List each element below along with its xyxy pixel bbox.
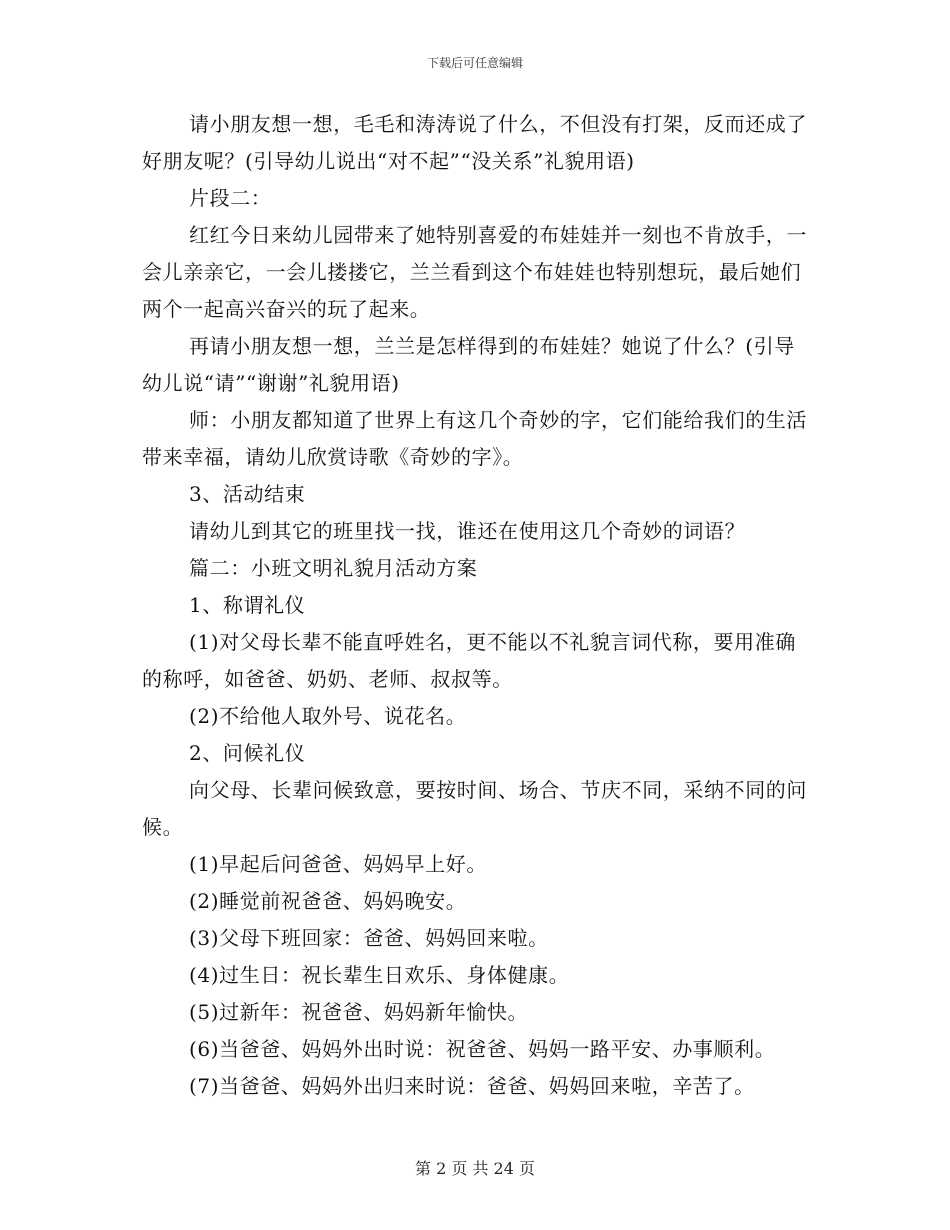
list-item: (7)当爸爸、妈妈外出归来时说：爸爸、妈妈回来啦，辛苦了。 (189, 1074, 755, 1098)
paragraph: 师：小朋友都知道了世界上有这几个奇妙的字，它们能给我们的生活带来幸福，请幼儿欣赏诗歌《奇妙的字》。 (142, 408, 807, 469)
page-number: 第 2 页 共 24 页 (415, 1159, 535, 1178)
list-item: (1)早起后问爸爸、妈妈早上好。 (189, 852, 487, 876)
section-heading: 1、称谓礼仪 (189, 593, 306, 617)
list-item: (1)对父母长辈不能直呼姓名，更不能以不礼貌言词代称，要用准确的称呼，如爸爸、奶奶、老师、叔叔等。 (142, 630, 796, 691)
document-body (142, 106, 812, 1105)
section-heading: 3、活动结束 (189, 482, 306, 506)
page-header: 下载后可任意编辑 (426, 56, 523, 70)
list-item: (4)过生日：祝长辈生日欢乐、身体健康。 (189, 963, 570, 987)
list-item: (6)当爸爸、妈妈外出时说：祝爸爸、妈妈一路平安、办事顺利。 (189, 1037, 776, 1061)
paragraph: 向父母、长辈问候致意，要按时间、场合、节庆不同，采纳不同的问候。 (142, 778, 807, 839)
chapter-heading: 篇二：小班文明礼貌月活动方案 (189, 556, 478, 580)
paragraph: 请幼儿到其它的班里找一找，谁还在使用这几个奇妙的词语？ (189, 519, 746, 543)
paragraph: 再请小朋友想一想，兰兰是怎样得到的布娃娃？她说了什么？(引导幼儿说“请”“谢谢”礼貌用语) (142, 334, 795, 395)
paragraph: 红红今日来幼儿园带来了她特别喜爱的布娃娃并一刻也不肯放手，一会儿亲亲它，一会儿搂搂它，兰兰看到这个布娃娃也特别想玩，最后她们两个一起高兴奋兴的玩了起来。 (142, 223, 807, 321)
section-heading: 2、问候礼仪 (189, 741, 306, 765)
paragraph: 请小朋友想一想，毛毛和涛涛说了什么，不但没有打架，反而还成了好朋友呢？(引导幼儿说出“对不起”“没关系”礼貌用语) (142, 112, 807, 173)
list-item: (3)父母下班回家：爸爸、妈妈回来啦。 (189, 926, 549, 950)
section-heading: 片段二： (189, 186, 272, 210)
list-item: (5)过新年：祝爸爸、妈妈新年愉快。 (189, 1000, 529, 1024)
list-item: (2)睡觉前祝爸爸、妈妈晚安。 (189, 889, 467, 913)
list-item: (2)不给他人取外号、说花名。 (189, 704, 467, 728)
